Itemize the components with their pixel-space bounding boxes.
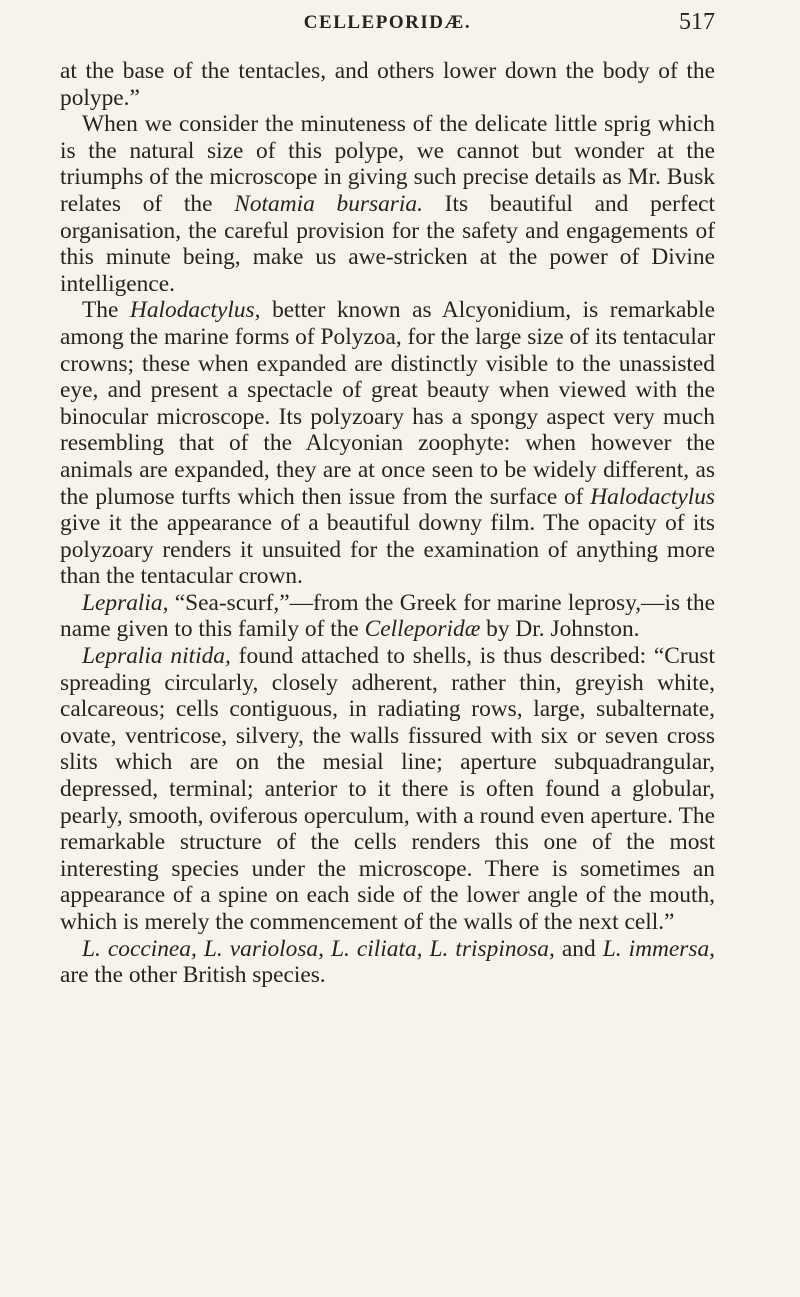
text-run: at the base of the tentacles, and others lower down the body of the polype.”	[60, 58, 715, 111]
page-number: 517	[679, 9, 715, 35]
text-run: When we consider the minuteness of the delicate little sprig which is the natural size of this polype, we cannot but wonder at the triumphs of the microscope in giving such precise details as Mr. Busk relates of the	[60, 111, 715, 217]
text-run: “Sea-scurf,”—from the Greek for marine leprosy,—is the name given to this family of the	[60, 589, 715, 643]
text-run: better known as Alcyonidium, is remarkable among the marine forms of Polyzoa, for the large size of its tentacular crowns; these when expanded are distinctly visible to the unassisted eye, and present a spectacle of great beauty when viewed with the binocular microscope. Its polyzoary has a spongy aspect very much resembling that of the Alcyonian zoophyte: when however the animals are expanded, they are at once seen to be widely different, as the plumose turfts which then issue from the surface of	[60, 297, 715, 510]
italic-term: Halodactylus	[590, 483, 715, 510]
paragraph	[60, 297, 715, 590]
paragraph	[60, 936, 715, 989]
italic-term: Halodactylus,	[129, 297, 261, 324]
italic-term: Lepralia nitida,	[82, 643, 231, 670]
paragraph	[60, 643, 715, 936]
text-run: found attached to shells, is thus described: “Crust spreading circularly, closely adherent, rather thin, greyish white, calcareous; cells contiguous, in radiating rows, large, subalternate, ovate, ventricose, silvery, the walls fissured with six or seven cross slits which are on the mesial line; aperture subquadrangular, depressed, terminal; anterior to it there is often found a globular, pearly, smooth, oviferous operculum, with a round even aperture. The remarkable structure of the cells renders this one of the most interesting species under the microscope. There is sometimes an appearance of a spine on each side of the lower angle of the mouth, which is merely the commencement of the walls of the next cell.”	[60, 643, 715, 935]
paragraph	[60, 58, 715, 111]
text-run: Its beautiful and perfect organisation, the careful provision for the safety and engagements of this minute being, make us awe-stricken at the power of Divine intelligence.	[60, 190, 715, 297]
italic-term: L. coccinea, L. variolosa, L. ciliata, L. trispinosa,	[82, 935, 555, 962]
running-title: CELLEPORIDÆ.	[303, 12, 472, 33]
italic-term: Lepralia,	[82, 589, 169, 616]
italic-term: Celleporidæ	[364, 616, 481, 643]
running-head	[60, 0, 715, 58]
paragraph	[60, 590, 715, 643]
body-text	[60, 58, 715, 989]
paragraph	[60, 111, 715, 297]
text-run: are the other British species.	[60, 962, 326, 989]
text-run: by Dr. Johnston.	[480, 616, 640, 643]
italic-term: L. immersa,	[602, 935, 716, 962]
text-run: The	[82, 297, 130, 324]
italic-term: Notamia bursaria.	[234, 190, 423, 217]
text-run: and	[554, 935, 603, 962]
text-run: give it the appearance of a beautiful downy film. The opacity of its polyzoary renders it unsuited for the examination of anything more than the tentacular crown.	[60, 510, 715, 590]
